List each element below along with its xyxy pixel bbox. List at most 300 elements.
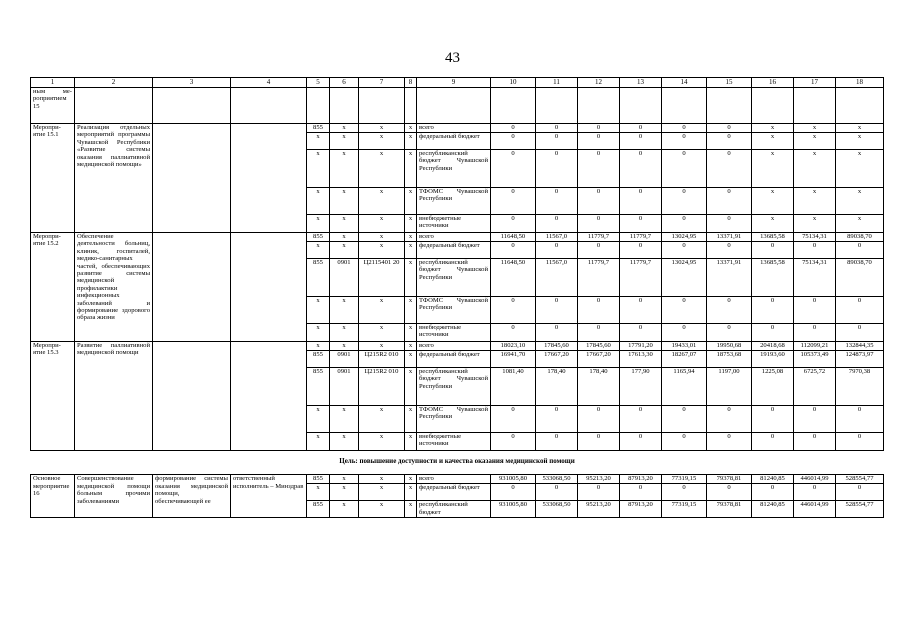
amount-cell: 11567,0 bbox=[536, 259, 578, 297]
column-header: 6 bbox=[330, 78, 359, 88]
amount-cell: 0 bbox=[620, 406, 662, 433]
amount-cell: 0 bbox=[752, 324, 794, 342]
expense-type-cell: x bbox=[405, 406, 417, 433]
amount-cell: 89038,70 bbox=[836, 233, 884, 242]
expense-type-cell: x bbox=[405, 501, 417, 518]
amount-cell bbox=[662, 88, 707, 124]
target-article-cell: x bbox=[359, 475, 405, 484]
amount-cell: 0 bbox=[620, 124, 662, 133]
amount-cell: 0 bbox=[491, 433, 536, 451]
goal-heading: Цель: повышение доступности и качества оказания медицинской помощи bbox=[31, 451, 884, 475]
amount-cell: x bbox=[794, 124, 836, 133]
amount-cell: 0 bbox=[662, 242, 707, 259]
column-header: 8 bbox=[405, 78, 417, 88]
column-header: 7 bbox=[359, 78, 405, 88]
amount-cell: 1081,40 bbox=[491, 368, 536, 406]
amount-cell: 0 bbox=[707, 150, 752, 188]
amount-cell: 0 bbox=[578, 297, 620, 324]
amount-cell: 19433,01 bbox=[662, 342, 707, 351]
amount-cell: 0 bbox=[536, 188, 578, 215]
section-code-cell: x bbox=[330, 242, 359, 259]
amount-cell: 0 bbox=[662, 484, 707, 501]
executor-cell: ответственный исполнитель – Минздрав bbox=[231, 475, 307, 518]
amount-cell: 0 bbox=[491, 484, 536, 501]
amount-cell: 0 bbox=[536, 297, 578, 324]
amount-cell: 0 bbox=[707, 188, 752, 215]
amount-cell: 0 bbox=[536, 324, 578, 342]
amount-cell: 17667,20 bbox=[578, 351, 620, 368]
amount-cell: 0 bbox=[836, 297, 884, 324]
amount-cell: 16941,70 bbox=[491, 351, 536, 368]
activity-id-cell: Меропри-ятие 15.2 bbox=[31, 233, 75, 342]
target-article-cell: x bbox=[359, 150, 405, 188]
table-row bbox=[31, 342, 884, 351]
amount-cell: 79378,81 bbox=[707, 501, 752, 518]
target-article-cell bbox=[359, 88, 405, 124]
expense-type-cell: x bbox=[405, 215, 417, 233]
goal-cell bbox=[153, 124, 231, 233]
budget-table-wrapper bbox=[30, 77, 884, 518]
amount-cell bbox=[491, 88, 536, 124]
amount-cell: 17667,20 bbox=[536, 351, 578, 368]
table-row bbox=[31, 233, 884, 242]
section-code-cell: x bbox=[330, 406, 359, 433]
amount-cell: 0 bbox=[707, 324, 752, 342]
column-header: 11 bbox=[536, 78, 578, 88]
funding-source-cell: внебюджетные источники bbox=[417, 324, 491, 342]
grbs-code-cell: x bbox=[307, 406, 330, 433]
amount-cell: 0 bbox=[707, 133, 752, 150]
amount-cell: 0 bbox=[752, 242, 794, 259]
amount-cell: 0 bbox=[578, 215, 620, 233]
amount-cell: 11567,0 bbox=[536, 233, 578, 242]
column-header: 15 bbox=[707, 78, 752, 88]
amount-cell: 178,40 bbox=[578, 368, 620, 406]
section-code-cell: x bbox=[330, 150, 359, 188]
amount-cell: 75134,31 bbox=[794, 233, 836, 242]
goal-cell: формирование системы оказания медицинской помощи, обеспечивающей ее bbox=[153, 475, 231, 518]
column-header: 12 bbox=[578, 78, 620, 88]
amount-cell: x bbox=[752, 215, 794, 233]
expense-type-cell: x bbox=[405, 242, 417, 259]
expense-type-cell: x bbox=[405, 259, 417, 297]
amount-cell: x bbox=[752, 124, 794, 133]
amount-cell: 0 bbox=[536, 406, 578, 433]
activity-name-cell: Развитие паллиативной медицинской помощи bbox=[75, 342, 153, 451]
amount-cell: 19950,68 bbox=[707, 342, 752, 351]
amount-cell: 0 bbox=[794, 484, 836, 501]
amount-cell: 0 bbox=[491, 406, 536, 433]
funding-source-cell: республиканский бюджет Чувашской Республики bbox=[417, 259, 491, 297]
amount-cell: 0 bbox=[836, 242, 884, 259]
activity-id-cell: Меропри-ятие 15.1 bbox=[31, 124, 75, 233]
amount-cell bbox=[620, 88, 662, 124]
column-header: 4 bbox=[231, 78, 307, 88]
funding-source-cell: всего bbox=[417, 124, 491, 133]
amount-cell: x bbox=[794, 188, 836, 215]
amount-cell: 87913,20 bbox=[620, 501, 662, 518]
column-header: 9 bbox=[417, 78, 491, 88]
table-row bbox=[31, 124, 884, 133]
amount-cell: 95213,20 bbox=[578, 501, 620, 518]
expense-type-cell: x bbox=[405, 475, 417, 484]
amount-cell: 0 bbox=[491, 324, 536, 342]
activity-id-cell: Меропри-ятие 15.3 bbox=[31, 342, 75, 451]
amount-cell: x bbox=[752, 150, 794, 188]
funding-source-cell: федеральный бюджет bbox=[417, 242, 491, 259]
grbs-code-cell: x bbox=[307, 133, 330, 150]
amount-cell: 0 bbox=[794, 242, 836, 259]
goal-cell bbox=[153, 88, 231, 124]
expense-type-cell: x bbox=[405, 351, 417, 368]
amount-cell: 0 bbox=[491, 133, 536, 150]
grbs-code-cell: 855 bbox=[307, 501, 330, 518]
column-header: 10 bbox=[491, 78, 536, 88]
amount-cell: 19193,60 bbox=[752, 351, 794, 368]
section-code-cell: x bbox=[330, 215, 359, 233]
goal-row bbox=[31, 451, 884, 475]
column-header: 16 bbox=[752, 78, 794, 88]
amount-cell: 79378,81 bbox=[707, 475, 752, 484]
amount-cell: x bbox=[836, 188, 884, 215]
amount-cell: 13371,91 bbox=[707, 259, 752, 297]
amount-cell: 446014,99 bbox=[794, 475, 836, 484]
section-code-cell: x bbox=[330, 133, 359, 150]
grbs-code-cell: x bbox=[307, 215, 330, 233]
target-article-cell: x bbox=[359, 406, 405, 433]
amount-cell: 0 bbox=[491, 242, 536, 259]
activity-name-cell: Обеспечение деятельности больниц, клиник, госпиталей, медико-санитарных частей, обеспечивающих развитие системы медицинской профилактики инфекционных заболеваний и формирование здорового образа жизни bbox=[75, 233, 153, 342]
amount-cell: 0 bbox=[662, 297, 707, 324]
amount-cell: 0 bbox=[578, 242, 620, 259]
amount-cell: 0 bbox=[536, 133, 578, 150]
activity-id-cell: Основное мероприятие 16 bbox=[31, 475, 75, 518]
amount-cell: 87913,20 bbox=[620, 475, 662, 484]
column-header: 14 bbox=[662, 78, 707, 88]
amount-cell: 0 bbox=[536, 242, 578, 259]
amount-cell: 105373,49 bbox=[794, 351, 836, 368]
amount-cell: 0 bbox=[491, 124, 536, 133]
amount-cell: 177,90 bbox=[620, 368, 662, 406]
amount-cell: 528554,77 bbox=[836, 475, 884, 484]
amount-cell: 0 bbox=[620, 297, 662, 324]
amount-cell: 0 bbox=[752, 484, 794, 501]
amount-cell: 0 bbox=[752, 433, 794, 451]
target-article-cell: x bbox=[359, 484, 405, 501]
amount-cell: 533068,50 bbox=[536, 501, 578, 518]
activity-name-cell: Совершенствование медицинской помощи больным прочими заболеваниями bbox=[75, 475, 153, 518]
amount-cell: x bbox=[794, 215, 836, 233]
executor-cell bbox=[231, 88, 307, 124]
section-code-cell: x bbox=[330, 342, 359, 351]
amount-cell: 1197,00 bbox=[707, 368, 752, 406]
amount-cell bbox=[578, 88, 620, 124]
amount-cell: 0 bbox=[794, 406, 836, 433]
expense-type-cell: x bbox=[405, 433, 417, 451]
funding-source-cell: республиканский бюджет bbox=[417, 501, 491, 518]
column-header: 17 bbox=[794, 78, 836, 88]
amount-cell: 18267,07 bbox=[662, 351, 707, 368]
amount-cell: 0 bbox=[662, 324, 707, 342]
grbs-code-cell: x bbox=[307, 342, 330, 351]
target-article-cell: x bbox=[359, 297, 405, 324]
amount-cell bbox=[752, 88, 794, 124]
amount-cell: 0 bbox=[662, 188, 707, 215]
amount-cell: 0 bbox=[536, 124, 578, 133]
section-code-cell: x bbox=[330, 475, 359, 484]
amount-cell: 446014,99 bbox=[794, 501, 836, 518]
section-code-cell: x bbox=[330, 484, 359, 501]
funding-source-cell: всего bbox=[417, 475, 491, 484]
funding-source-cell: федеральный бюджет bbox=[417, 133, 491, 150]
amount-cell: 528554,77 bbox=[836, 501, 884, 518]
section-code-cell: x bbox=[330, 124, 359, 133]
amount-cell: 0 bbox=[536, 484, 578, 501]
amount-cell: 931005,80 bbox=[491, 501, 536, 518]
target-article-cell: x bbox=[359, 342, 405, 351]
amount-cell bbox=[536, 88, 578, 124]
amount-cell: 0 bbox=[620, 133, 662, 150]
amount-cell: x bbox=[836, 133, 884, 150]
amount-cell: 17845,60 bbox=[578, 342, 620, 351]
amount-cell: 0 bbox=[620, 242, 662, 259]
expense-type-cell: x bbox=[405, 324, 417, 342]
amount-cell: 0 bbox=[662, 133, 707, 150]
amount-cell: 0 bbox=[707, 215, 752, 233]
expense-type-cell: x bbox=[405, 124, 417, 133]
amount-cell: 0 bbox=[707, 406, 752, 433]
executor-cell bbox=[231, 124, 307, 233]
funding-source-cell: ТФОМС Чувашской Республики bbox=[417, 406, 491, 433]
amount-cell: 11779,7 bbox=[620, 259, 662, 297]
amount-cell: 11779,7 bbox=[620, 233, 662, 242]
grbs-code-cell: x bbox=[307, 324, 330, 342]
amount-cell: 18753,68 bbox=[707, 351, 752, 368]
amount-cell: 0 bbox=[491, 297, 536, 324]
amount-cell: 95213,20 bbox=[578, 475, 620, 484]
grbs-code-cell: x bbox=[307, 150, 330, 188]
amount-cell: 0 bbox=[836, 406, 884, 433]
grbs-code-cell: 855 bbox=[307, 368, 330, 406]
amount-cell: 17613,30 bbox=[620, 351, 662, 368]
amount-cell: 11779,7 bbox=[578, 233, 620, 242]
expense-type-cell: x bbox=[405, 368, 417, 406]
activity-name-cell: Реализация отдельных мероприятий программы Чувашской Республики «Развитие системы оказания паллиативной медицинской помощи» bbox=[75, 124, 153, 233]
target-article-cell: x bbox=[359, 188, 405, 215]
amount-cell: 0 bbox=[578, 324, 620, 342]
grbs-code-cell bbox=[307, 88, 330, 124]
funding-source-cell: ТФОМС Чувашской Республики bbox=[417, 297, 491, 324]
amount-cell: 1165,94 bbox=[662, 368, 707, 406]
amount-cell: x bbox=[836, 215, 884, 233]
grbs-code-cell: 855 bbox=[307, 233, 330, 242]
amount-cell: x bbox=[836, 150, 884, 188]
funding-source-cell: республиканский бюджет Чувашской Республики bbox=[417, 150, 491, 188]
funding-source-cell bbox=[417, 88, 491, 124]
grbs-code-cell: 855 bbox=[307, 475, 330, 484]
amount-cell: 13024,95 bbox=[662, 233, 707, 242]
amount-cell: 0 bbox=[752, 297, 794, 324]
amount-cell: 0 bbox=[578, 188, 620, 215]
section-code-cell: x bbox=[330, 324, 359, 342]
amount-cell: 112099,21 bbox=[794, 342, 836, 351]
grbs-code-cell: x bbox=[307, 242, 330, 259]
goal-cell bbox=[153, 342, 231, 451]
amount-cell: 0 bbox=[578, 124, 620, 133]
amount-cell: 0 bbox=[578, 406, 620, 433]
expense-type-cell: x bbox=[405, 342, 417, 351]
amount-cell: 18023,10 bbox=[491, 342, 536, 351]
amount-cell: 11779,7 bbox=[578, 259, 620, 297]
executor-cell bbox=[231, 233, 307, 342]
target-article-cell: Ц215R2 010 bbox=[359, 351, 405, 368]
section-code-cell: 0901 bbox=[330, 259, 359, 297]
amount-cell: 0 bbox=[836, 484, 884, 501]
amount-cell: 0 bbox=[536, 433, 578, 451]
table-row bbox=[31, 475, 884, 484]
amount-cell: 1225,08 bbox=[752, 368, 794, 406]
amount-cell: 0 bbox=[491, 215, 536, 233]
amount-cell: 17845,60 bbox=[536, 342, 578, 351]
section-code-cell: 0901 bbox=[330, 368, 359, 406]
amount-cell: 0 bbox=[752, 406, 794, 433]
target-article-cell: x bbox=[359, 501, 405, 518]
funding-source-cell: федеральный бюджет bbox=[417, 484, 491, 501]
amount-cell: 0 bbox=[578, 150, 620, 188]
amount-cell: 0 bbox=[620, 188, 662, 215]
page-number: 43 bbox=[445, 50, 460, 66]
amount-cell: 0 bbox=[620, 324, 662, 342]
amount-cell: 0 bbox=[620, 484, 662, 501]
column-header: 18 bbox=[836, 78, 884, 88]
amount-cell: 0 bbox=[794, 297, 836, 324]
amount-cell: 0 bbox=[536, 150, 578, 188]
amount-cell: 13685,58 bbox=[752, 259, 794, 297]
grbs-code-cell: x bbox=[307, 188, 330, 215]
amount-cell bbox=[707, 88, 752, 124]
section-code-cell bbox=[330, 88, 359, 124]
section-code-cell: x bbox=[330, 433, 359, 451]
amount-cell: 11648,50 bbox=[491, 259, 536, 297]
amount-cell: 0 bbox=[578, 133, 620, 150]
column-header: 2 bbox=[75, 78, 153, 88]
activity-id-cell: ным ме-роприятием 15 bbox=[31, 88, 75, 124]
amount-cell: 89038,70 bbox=[836, 259, 884, 297]
amount-cell: 7970,38 bbox=[836, 368, 884, 406]
amount-cell: x bbox=[794, 150, 836, 188]
target-article-cell: x bbox=[359, 133, 405, 150]
expense-type-cell: x bbox=[405, 484, 417, 501]
amount-cell: 0 bbox=[794, 433, 836, 451]
target-article-cell: x bbox=[359, 433, 405, 451]
amount-cell: 0 bbox=[578, 433, 620, 451]
amount-cell: 0 bbox=[662, 433, 707, 451]
expense-type-cell: x bbox=[405, 297, 417, 324]
funding-source-cell: внебюджетные источники bbox=[417, 215, 491, 233]
grbs-code-cell: x bbox=[307, 433, 330, 451]
column-header: 1 bbox=[31, 78, 75, 88]
amount-cell: 20418,68 bbox=[752, 342, 794, 351]
target-article-cell: x bbox=[359, 324, 405, 342]
grbs-code-cell: 855 bbox=[307, 259, 330, 297]
amount-cell: 0 bbox=[620, 433, 662, 451]
amount-cell: 0 bbox=[536, 215, 578, 233]
amount-cell bbox=[794, 88, 836, 124]
amount-cell: 13024,95 bbox=[662, 259, 707, 297]
amount-cell: 0 bbox=[707, 242, 752, 259]
amount-cell: 77319,15 bbox=[662, 475, 707, 484]
column-header: 3 bbox=[153, 78, 231, 88]
amount-cell: 75134,31 bbox=[794, 259, 836, 297]
amount-cell: 0 bbox=[578, 484, 620, 501]
funding-source-cell: республиканский бюджет Чувашской Республики bbox=[417, 368, 491, 406]
section-code-cell: x bbox=[330, 188, 359, 215]
target-article-cell: x bbox=[359, 215, 405, 233]
expense-type-cell: x bbox=[405, 150, 417, 188]
grbs-code-cell: x bbox=[307, 484, 330, 501]
target-article-cell: x bbox=[359, 233, 405, 242]
expense-type-cell: x bbox=[405, 188, 417, 215]
amount-cell: 0 bbox=[707, 297, 752, 324]
column-header: 5 bbox=[307, 78, 330, 88]
amount-cell: 533068,50 bbox=[536, 475, 578, 484]
amount-cell: 0 bbox=[662, 124, 707, 133]
amount-cell: x bbox=[752, 188, 794, 215]
grbs-code-cell: 855 bbox=[307, 124, 330, 133]
target-article-cell: x bbox=[359, 124, 405, 133]
amount-cell: 178,40 bbox=[536, 368, 578, 406]
expense-type-cell bbox=[405, 88, 417, 124]
amount-cell: 0 bbox=[491, 188, 536, 215]
section-code-cell: x bbox=[330, 297, 359, 324]
amount-cell: 124873,97 bbox=[836, 351, 884, 368]
amount-cell: 81240,85 bbox=[752, 475, 794, 484]
funding-source-cell: внебюджетные источники bbox=[417, 433, 491, 451]
amount-cell: 81240,85 bbox=[752, 501, 794, 518]
amount-cell: x bbox=[794, 133, 836, 150]
funding-source-cell: всего bbox=[417, 233, 491, 242]
amount-cell: 13371,91 bbox=[707, 233, 752, 242]
header-row bbox=[31, 78, 884, 88]
amount-cell: 0 bbox=[836, 324, 884, 342]
amount-cell: 0 bbox=[662, 406, 707, 433]
expense-type-cell: x bbox=[405, 233, 417, 242]
amount-cell: 17791,20 bbox=[620, 342, 662, 351]
amount-cell: 0 bbox=[707, 124, 752, 133]
activity-name-cell bbox=[75, 88, 153, 124]
goal-cell bbox=[153, 233, 231, 342]
amount-cell: 0 bbox=[491, 150, 536, 188]
executor-cell bbox=[231, 342, 307, 451]
amount-cell: 0 bbox=[662, 215, 707, 233]
section-code-cell: x bbox=[330, 233, 359, 242]
table-row bbox=[31, 88, 884, 124]
amount-cell: 6725,72 bbox=[794, 368, 836, 406]
grbs-code-cell: x bbox=[307, 297, 330, 324]
amount-cell: 77319,15 bbox=[662, 501, 707, 518]
amount-cell: 931005,80 bbox=[491, 475, 536, 484]
amount-cell: x bbox=[752, 133, 794, 150]
amount-cell bbox=[836, 88, 884, 124]
funding-source-cell: федеральный бюджет bbox=[417, 351, 491, 368]
target-article-cell: x bbox=[359, 242, 405, 259]
amount-cell: 0 bbox=[620, 215, 662, 233]
budget-table bbox=[30, 77, 884, 518]
section-code-cell: 0901 bbox=[330, 351, 359, 368]
section-code-cell: x bbox=[330, 501, 359, 518]
amount-cell: 0 bbox=[836, 433, 884, 451]
grbs-code-cell: 855 bbox=[307, 351, 330, 368]
